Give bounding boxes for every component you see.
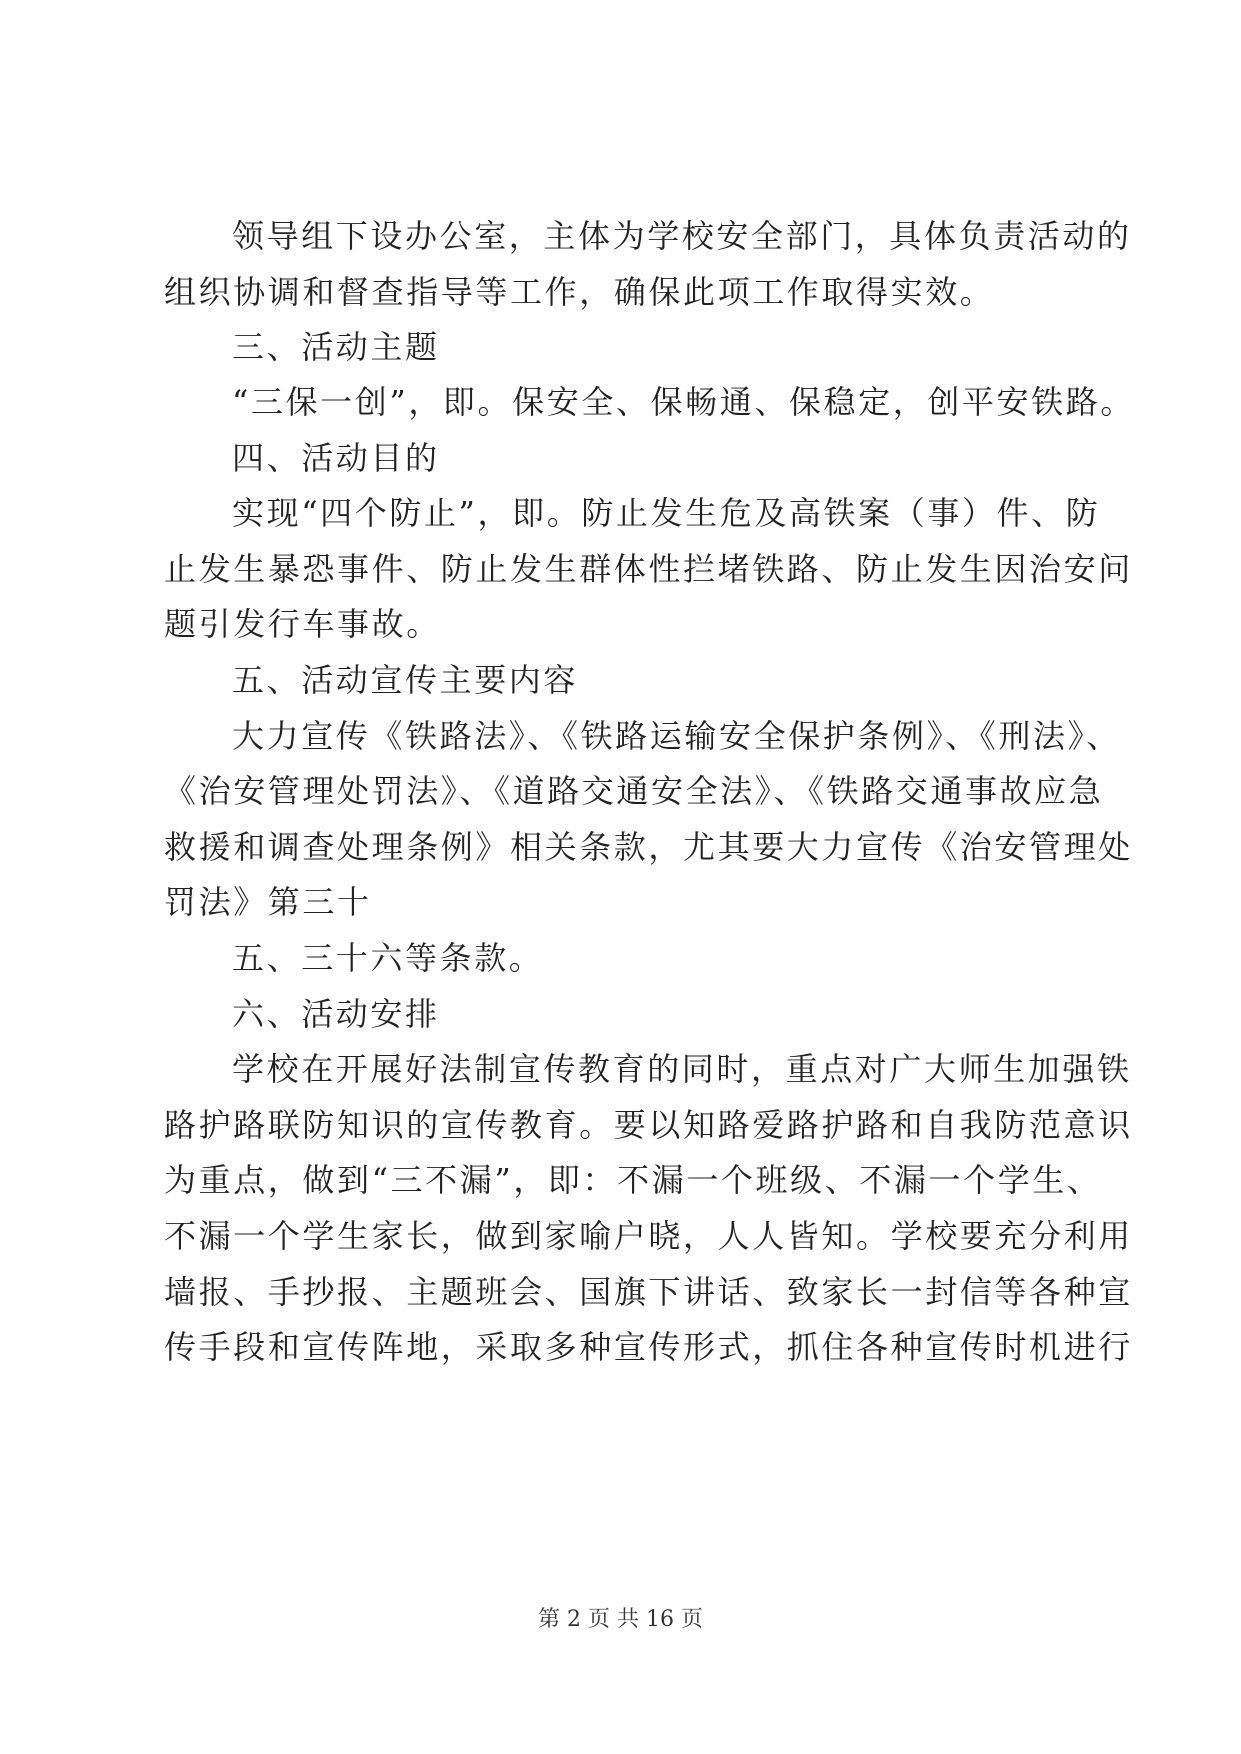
paragraph-line: 路护路联防知识的宣传教育。要以知路爱路护路和自我防范意识 [164,1106,1133,1144]
paragraph-line: 《治安管理处罚法》、《道路交通安全法》、《铁路交通事故应急 [164,772,1104,810]
paragraph-line: 学校在开展好法制宣传教育的同时，重点对广大师生加强铁 [232,1050,1132,1088]
paragraph-line: 墙报、手抄报、主题班会、国旗下讲话、致家长一封信等各种宣 [164,1273,1133,1311]
paragraph-line: 救援和调查处理条例》相关条款，尤其要大力宣传《治安管理处 [164,828,1133,866]
paragraph-line: 题引发行车事故。 [164,605,441,643]
page-number-footer: 第 2 页 共 16 页 [538,1607,703,1632]
paragraph-line: 组织协调和督查指导等工作，确保此项工作取得实效。 [164,273,995,311]
paragraph-line: “三保一创”，即。保安全、保畅通、保稳定，创平安铁路。 [232,383,1135,421]
paragraph-line: 为重点，做到“三不漏”，即：不漏一个班级、不漏一个学生、 [164,1161,1102,1199]
paragraph-line: 止发生暴恐事件、防止发生群体性拦堵铁路、防止发生因治安问 [164,550,1133,588]
paragraph-line: 领导组下设办公室，主体为学校安全部门，具体负责活动的 [232,217,1132,255]
section-heading: 六、活动安排 [232,995,440,1033]
section-heading: 五、活动宣传主要内容 [232,661,579,699]
paragraph-line: 实现“四个防止”，即。防止发生危及高铁案（事）件、防 [232,494,1101,532]
paragraph-line: 不漏一个学生家长，做到家喻户晓，人人皆知。学校要充分利用 [164,1217,1133,1255]
section-heading: 三、活动主题 [232,328,440,366]
paragraph-line: 五、三十六等条款。 [232,939,544,977]
section-heading: 四、活动目的 [232,439,440,477]
paragraph-line: 罚法》第三十 [164,883,372,921]
paragraph-line: 传手段和宣传阵地，采取多种宣传形式，抓住各种宣传时机进行 [164,1328,1133,1366]
paragraph-line: 大力宣传《铁路法》、《铁路运输安全保护条例》、《刑法》、 [232,717,1121,755]
